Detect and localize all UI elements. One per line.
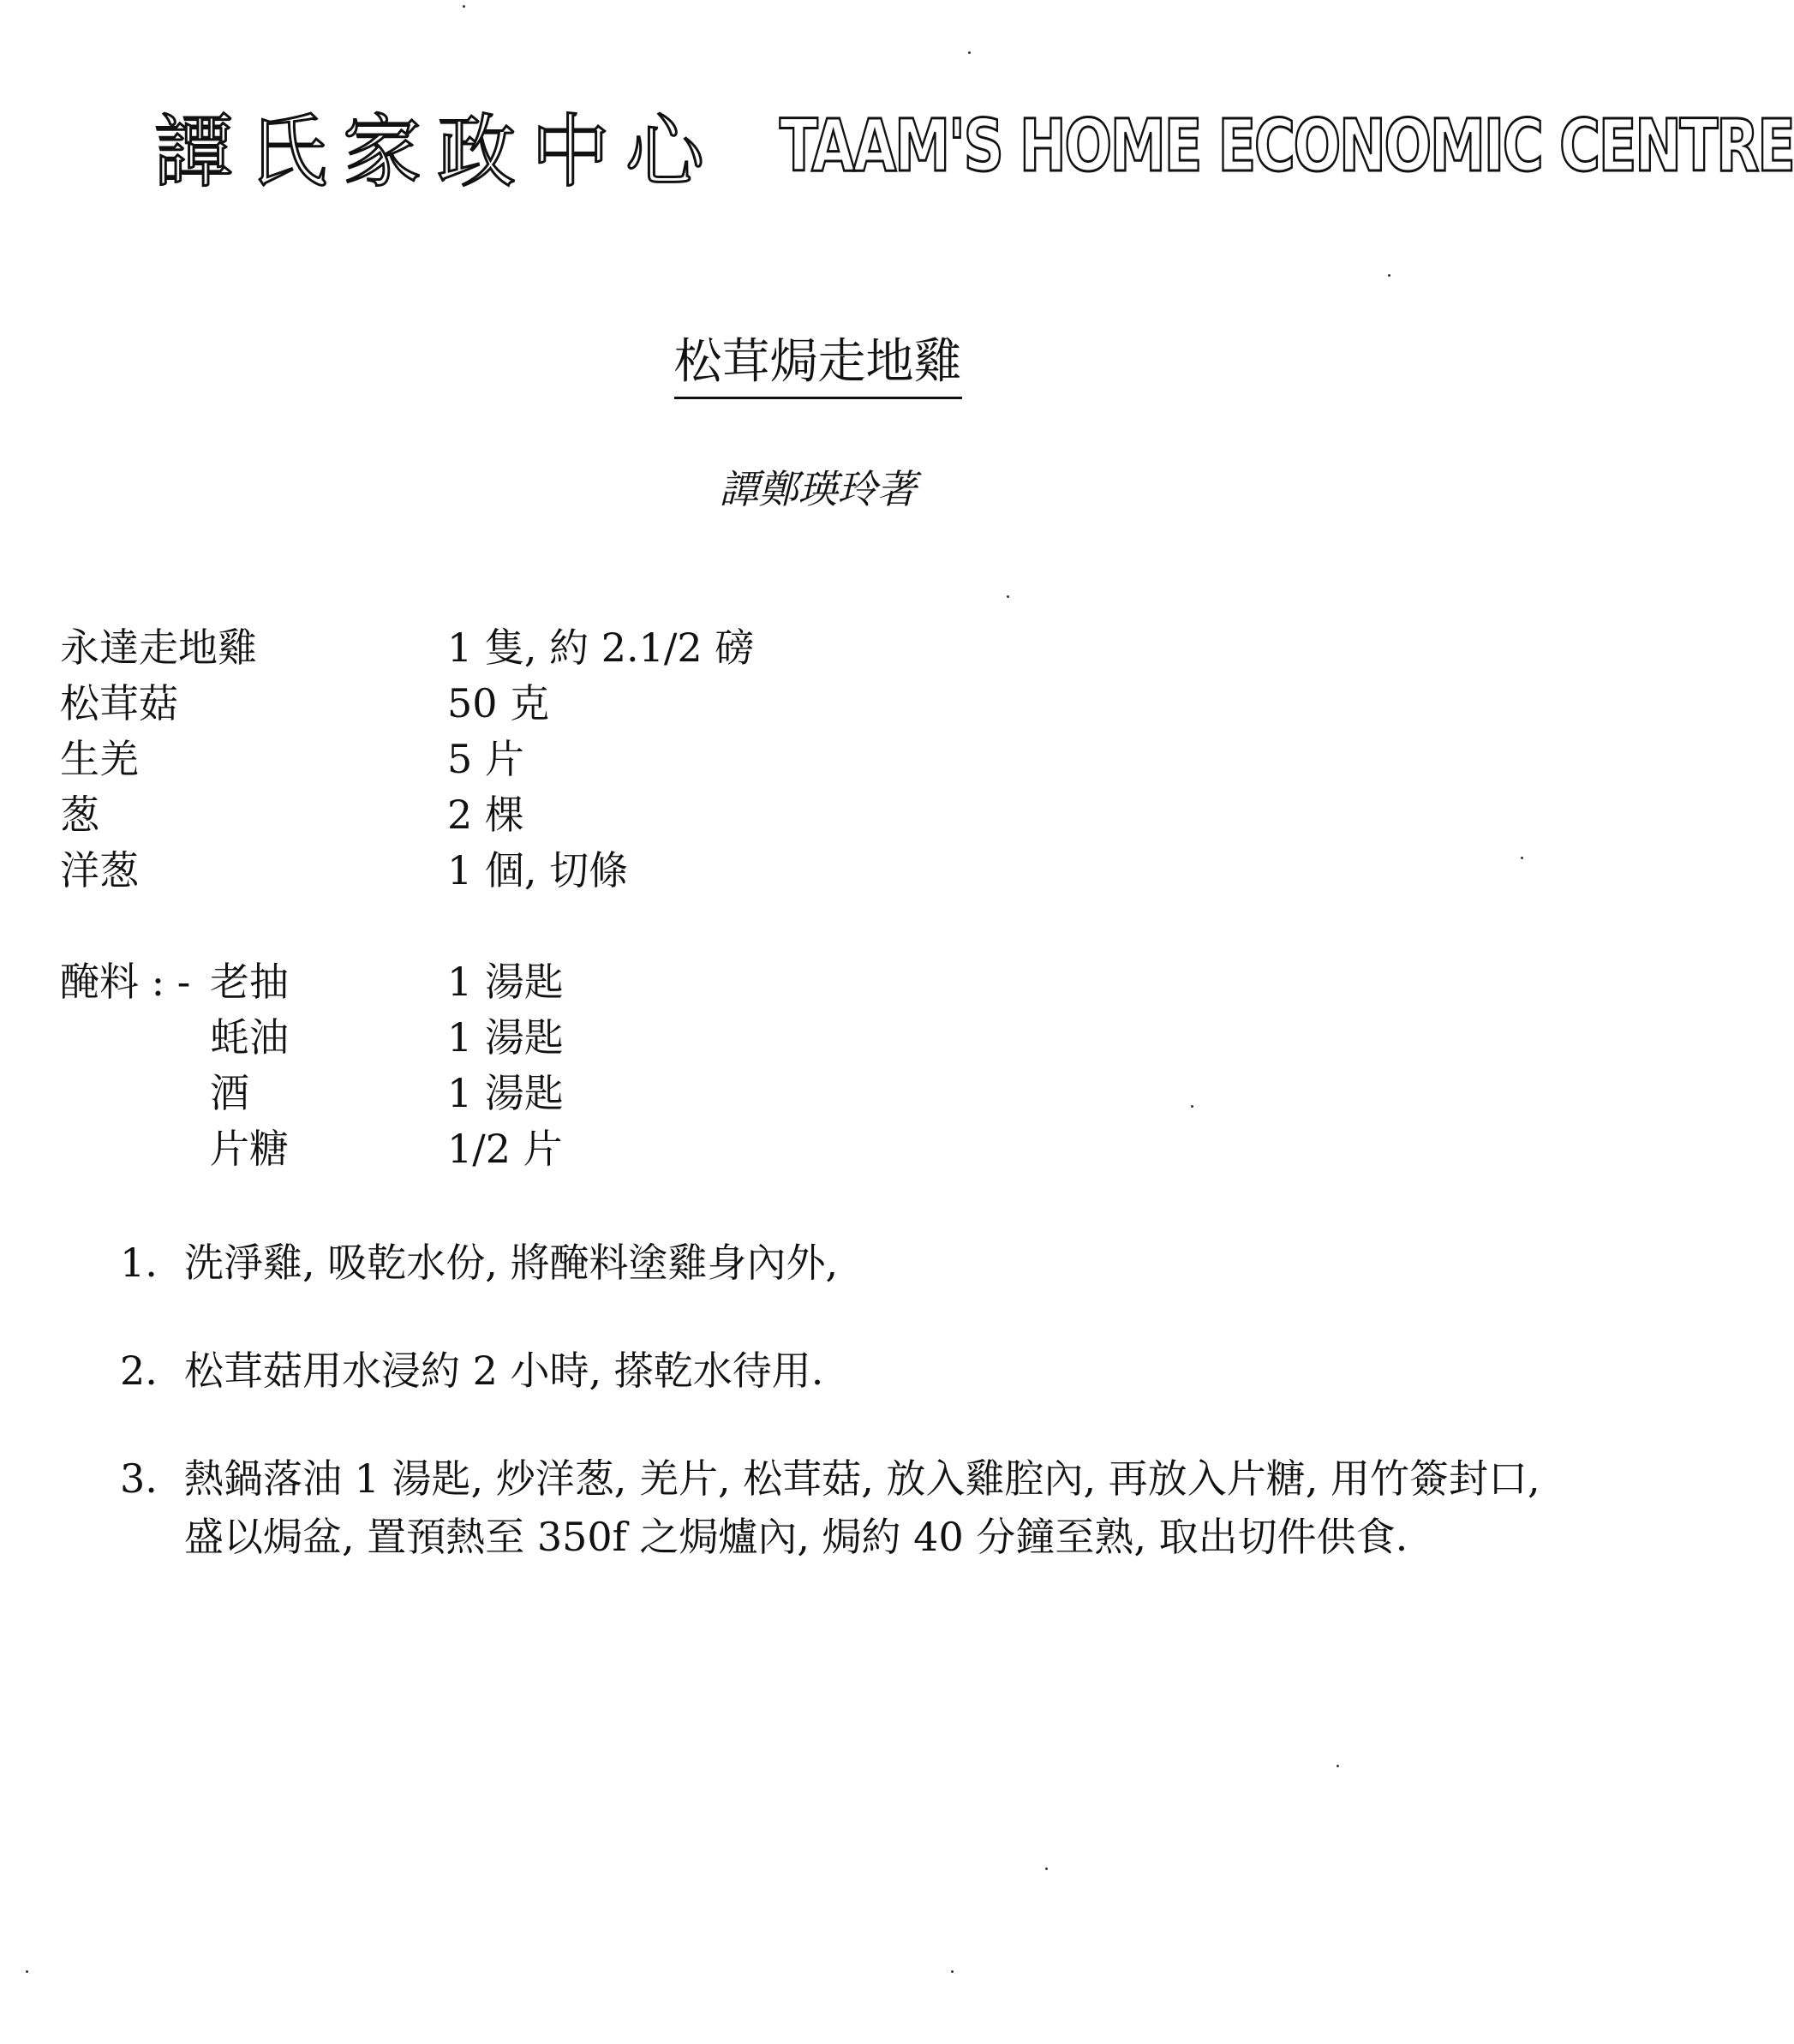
marinade-label: 醃料 : - <box>60 958 191 1005</box>
step-text: 熱鍋落油 1 湯匙, 炒洋葱, 羌片, 松茸菇, 放入雞腔內, 再放入片糖, 用竹簽封口, 盛以焗盆, 置預熱至 350f 之焗爐內, 焗約 40 分鐘至熟, 取出切件供食. <box>184 1455 1540 1560</box>
scan-speck <box>26 1970 28 1973</box>
marinade-row <box>60 1062 1047 1118</box>
scan-speck <box>968 51 971 54</box>
marinade-qty: 1 湯匙 <box>447 958 564 1005</box>
scan-speck <box>1388 274 1390 277</box>
recipe-title <box>0 334 1636 390</box>
scan-speck <box>1337 1765 1339 1767</box>
recipe-author: 譚鄭瑛玲著 <box>719 466 917 512</box>
step-text: 松茸菇用水浸約 2 小時, 搽乾水待用. <box>184 1348 824 1394</box>
ingredient-row <box>60 784 1047 840</box>
step-item <box>120 1342 1576 1400</box>
ingredient-qty: 5 片 <box>447 735 524 782</box>
marinade-qty: 1 湯匙 <box>447 1069 564 1116</box>
ingredient-qty: 50 克 <box>447 679 550 726</box>
marinade-name-cell <box>60 1062 447 1119</box>
marinade-qty: 1 湯匙 <box>447 1013 564 1061</box>
marinade-name-cell <box>60 1007 447 1063</box>
scan-speck <box>951 1970 954 1973</box>
marinade-name: 片糖 <box>210 1125 289 1172</box>
ingredient-row <box>60 840 1047 895</box>
recipe-title-text: 松茸焗走地雞 <box>674 334 962 399</box>
step-number: 2. <box>120 1348 158 1394</box>
step-item <box>120 1234 1576 1292</box>
ingredient-name: 松茸菇 <box>60 679 178 726</box>
marinade-name: 蚝油 <box>210 1013 289 1061</box>
letterhead <box>154 90 1794 201</box>
step-item <box>120 1449 1576 1566</box>
method-steps <box>120 1234 1576 1616</box>
scan-speck <box>1191 1105 1193 1108</box>
marinade-name-cell <box>60 951 447 1007</box>
ingredient-name: 生羌 <box>60 735 139 782</box>
ingredient-row <box>60 617 1047 672</box>
ingredient-name: 永達走地雞 <box>60 624 257 671</box>
ingredient-qty: 2 棵 <box>447 791 524 838</box>
marinade-qty: 1/2 片 <box>447 1125 563 1172</box>
centre-name-english: TAAM'S HOME ECONOMIC CENTRE <box>780 104 1794 188</box>
spacer <box>60 895 1047 951</box>
centre-name-chinese: 譚氏家政中心 <box>154 106 721 198</box>
ingredient-qty: 1 個, 切條 <box>447 846 629 894</box>
scan-speck <box>1521 857 1523 859</box>
scan-speck <box>1045 1868 1048 1870</box>
marinade-name: 老抽 <box>210 958 289 1005</box>
step-number: 1. <box>120 1240 158 1286</box>
step-text: 洗淨雞, 吸乾水份, 將醃料塗雞身內外, <box>184 1240 839 1286</box>
marinade-name-cell <box>60 1118 447 1174</box>
marinade-row <box>60 1118 1047 1174</box>
marinade-row <box>60 951 1047 1007</box>
scan-speck <box>463 5 465 8</box>
ingredient-qty: 1 隻, 約 2.1/2 磅 <box>447 624 755 671</box>
ingredient-row <box>60 672 1047 728</box>
marinade-name: 酒 <box>210 1069 249 1116</box>
ingredient-name: 洋葱 <box>60 846 139 894</box>
ingredient-row <box>60 728 1047 784</box>
step-number: 3. <box>120 1455 158 1502</box>
scan-speck <box>1007 595 1009 598</box>
ingredient-name: 葱 <box>60 791 99 838</box>
ingredients-list <box>60 617 1047 1174</box>
marinade-row <box>60 1007 1047 1062</box>
